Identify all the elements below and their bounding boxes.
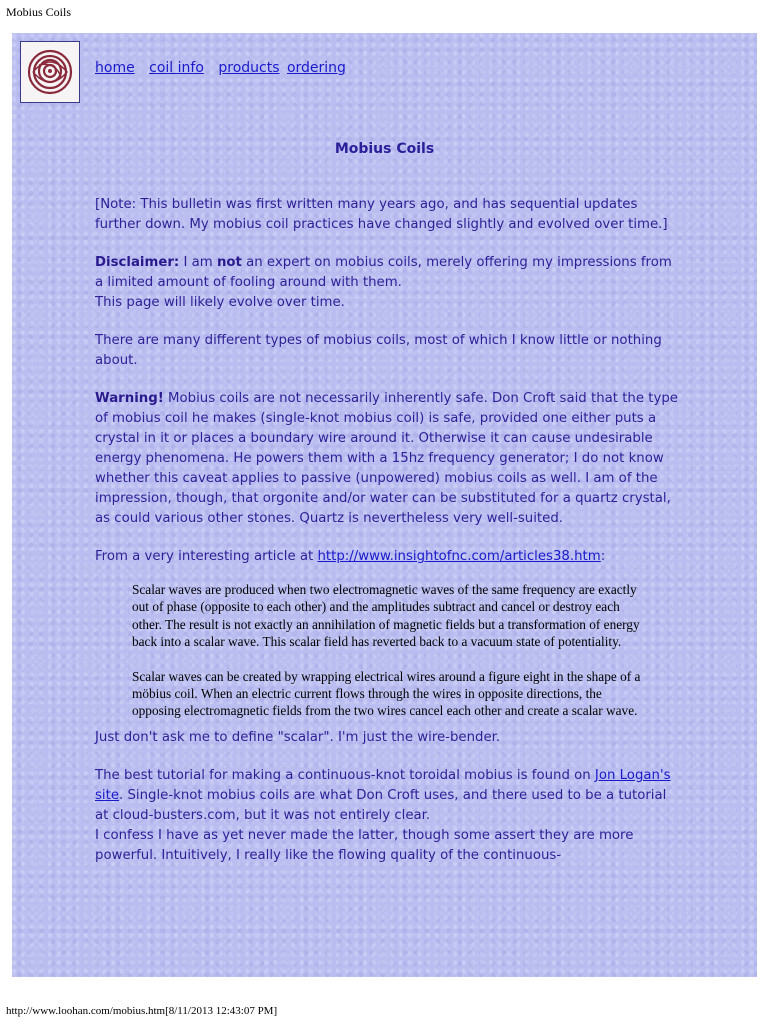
article-intro: From a very interesting article at	[95, 549, 318, 564]
jon-logan-link[interactable]: Jon Logan's site	[95, 767, 671, 803]
quote-paragraph-1: Scalar waves are produced when two electromagnetic waves of the same frequency are exactly out of phase (opposite to each other) and the amplitudes subtract and cancel or destroy each other. The result is not exactly an annihilation of magnetic fields but a transformation of energy back into a scalar wave. This scalar field has reverted back to a vacuum state of potentiality.	[132, 582, 640, 650]
disclaimer-label: Disclaimer:	[95, 255, 180, 270]
tutorial-intro: The best tutorial for making a continuous-knot toroidal mobius is found on	[95, 767, 595, 783]
disclaimer-emphasis: not	[216, 255, 242, 270]
nav-home-link[interactable]: home	[95, 60, 135, 76]
page-title: Mobius Coils	[334, 141, 435, 157]
note-paragraph: [Note: This bulletin was first written many years ago, and has sequential updates further down. My mobius coil practices have changed slightly and evolved over time.]	[95, 197, 668, 232]
quote-paragraph-2: Scalar waves can be created by wrapping electrical wires around a figure eight in the shape of a möbius coil. When an electric current flows through the wires in opposite directions, the opposing electromagnetic fields from the two wires cancel each other and create a scalar wave.	[132, 668, 641, 719]
top-nav	[95, 60, 356, 76]
coil-logo[interactable]	[20, 41, 80, 103]
article-paragraph	[95, 547, 680, 567]
warning-label: Warning!	[95, 391, 164, 406]
article-quote	[132, 581, 647, 720]
warning-paragraph	[95, 389, 680, 529]
article-content	[95, 195, 680, 884]
scalar-note-paragraph: Just don't ask me to define "scalar". I'm just the wire-bender.	[95, 729, 501, 745]
tutorial-line-2: I confess I have as yet never made the latter, though some assert they are more powerful. Intuitively, I really like the flowing quality of the continuous-	[95, 827, 634, 863]
print-footer: http://www.loohan.com/mobius.htm[8/11/2013 12:43:07 PM]	[6, 1005, 278, 1017]
disclaimer-paragraph	[95, 253, 680, 313]
warning-text: Mobius coils are not necessarily inherently safe. Don Croft said that the type of mobius coil he makes (single-knot mobius coil) is safe, provided one either puts a crystal in it or places a boundary wire around it. Otherwise it can cause undesirable energy phenomena. He powers them with a 15hz frequency generator; I do not know whether this caveat applies to passive (unpowered) mobius coils as well. I am of the impression, though, that orgonite and/or water can be substituted for a quartz crystal, as could various other stones. Quartz is nevertheless very well-suited.	[95, 391, 678, 526]
disclaimer-line-2: This page will likely evolve over time.	[95, 295, 345, 310]
print-header: Mobius Coils	[6, 5, 72, 19]
types-paragraph: There are many different types of mobius coils, most of which I know little or nothing about.	[95, 333, 662, 368]
disclaimer-text-after: an expert on mobius coils, merely offering my impressions from a limited amount of fooling around with them.	[95, 255, 672, 290]
mobius-coil-icon	[25, 47, 75, 97]
nav-products-link[interactable]: products	[218, 60, 280, 76]
page-body	[12, 33, 757, 977]
tutorial-rest: . Single-knot mobius coils are what Don Croft uses, and there used to be a tutorial at cloud-busters.com, but it was not entirely clear.	[95, 787, 667, 823]
tutorial-paragraph	[95, 766, 680, 866]
nav-coil-info-link[interactable]: coil info	[149, 60, 204, 76]
nav-ordering-link[interactable]: ordering	[286, 60, 346, 76]
article-colon: :	[600, 549, 606, 564]
article-link[interactable]: http://www.insightofnc.com/articles38.htm	[317, 549, 601, 564]
disclaimer-text-before: I am	[179, 255, 217, 270]
